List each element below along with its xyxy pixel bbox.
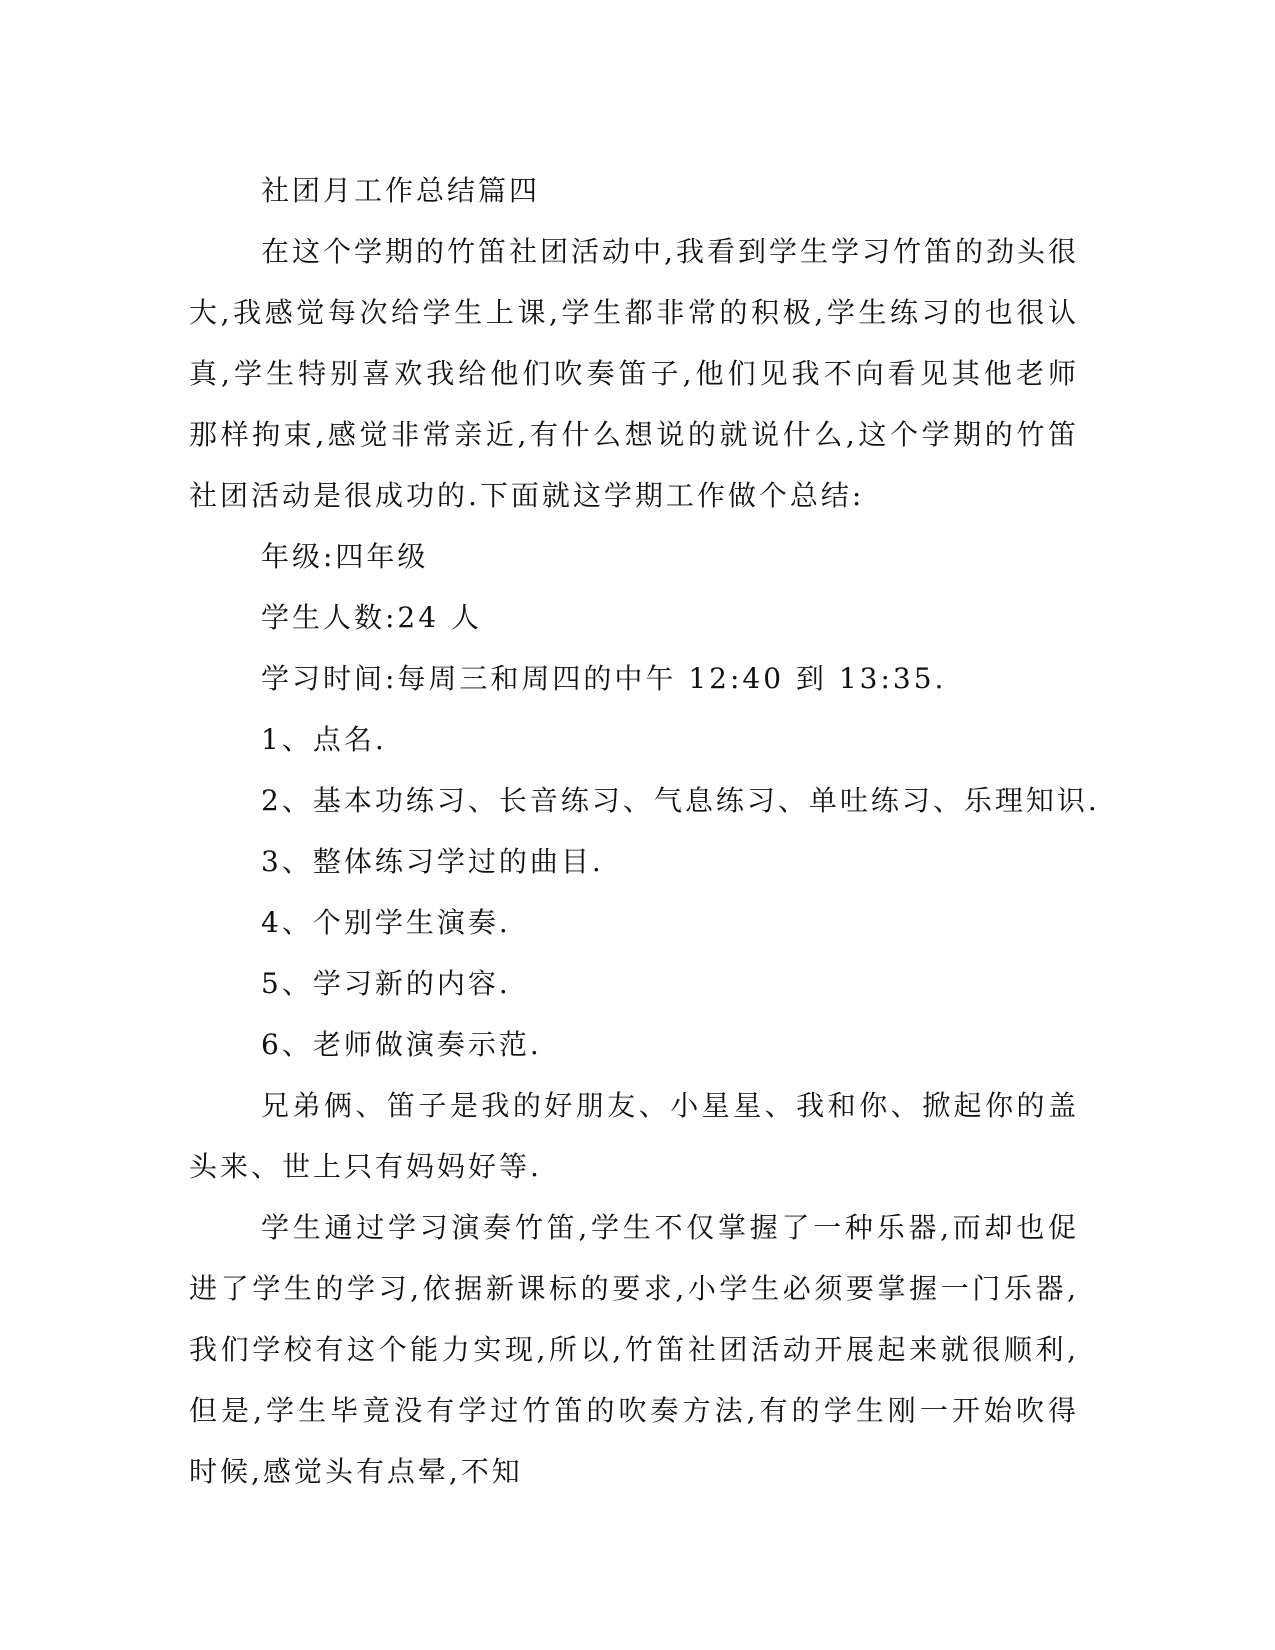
closing-paragraph: 学生通过学习演奏竹笛,学生不仅掌握了一种乐器,而却也促进了学生的学习,依据新课标的要求,小学生必须要掌握一门乐器,我们学校有这个能力实现,所以,竹笛社团活动开展起来就很顺利,但是,学生毕竟没有学过竹笛的吹奏方法,有的学生刚一开始吹得时候,感觉头有点晕,不知 — [189, 1211, 1079, 1488]
step-item: 4、个别学生演奏. — [261, 906, 511, 939]
schedule-line: 学习时间:每周三和周四的中午 12:40 到 13:35. — [261, 662, 947, 695]
songs-paragraph: 兄弟俩、笛子是我的好朋友、小星星、我和你、掀起你的盖头来、世上只有妈妈好等. — [189, 1089, 1079, 1183]
document-body — [189, 160, 1100, 1502]
step-item: 2、基本功练习、长音练习、气息练习、单吐练习、乐理知识. — [261, 784, 1100, 817]
step-item: 6、老师做演奏示范. — [261, 1028, 542, 1061]
student-count-line: 学生人数:24 人 — [261, 601, 482, 634]
intro-paragraph: 在这个学期的竹笛社团活动中,我看到学生学习竹笛的劲头很大,我感觉每次给学生上课,学生都非常的积极,学生练习的也很认真,学生特别喜欢我给他们吹奏笛子,他们见我不向看见其他老师那样拘束,感觉非常亲近,有什么想说的就说什么,这个学期的竹笛社团活动是很成功的.下面就这学期工作做个总结: — [189, 235, 1079, 512]
grade-line: 年级:四年级 — [261, 540, 429, 573]
step-item: 1、点名. — [261, 723, 387, 756]
document-title: 社团月工作总结篇四 — [261, 174, 541, 207]
step-item: 3、整体练习学过的曲目. — [261, 845, 604, 878]
step-item: 5、学习新的内容. — [261, 967, 511, 1000]
